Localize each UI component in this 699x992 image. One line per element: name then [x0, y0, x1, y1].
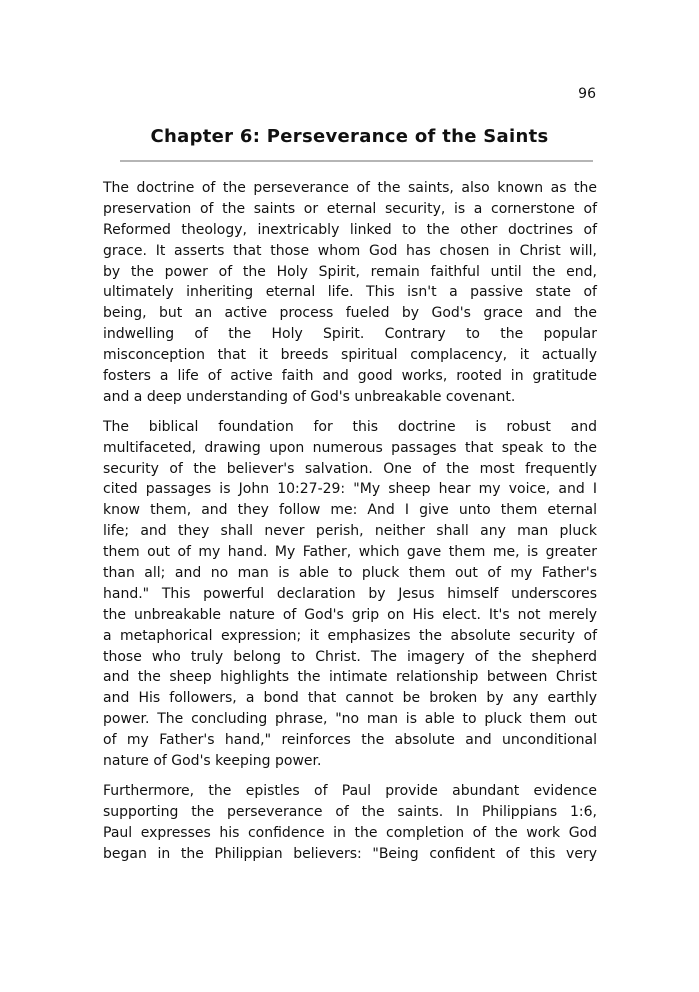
- chapter-title: Chapter 6: Perseverance of the Saints: [150, 126, 549, 147]
- paragraph: [103, 178, 597, 408]
- text-line: The biblical foundation for this doctrine is robust and: [103, 418, 597, 435]
- text-line: Furthermore, the epistles of Paul provide abundant evidence: [103, 782, 597, 799]
- text-line: indwelling of the Holy Spirit. Contrary to the popular: [103, 326, 597, 343]
- text-line: ultimately inheriting eternal life. This isn't a passive state of: [103, 284, 597, 301]
- text-line: know them, and they follow me: And I give unto them eternal: [103, 502, 597, 519]
- text-line: life; and they shall never perish, neither shall any man pluck: [103, 523, 597, 540]
- text-line: The doctrine of the perseverance of the saints, also known as the: [103, 180, 597, 196]
- text-line: preservation of the saints or eternal security, is a cornerstone of: [103, 200, 597, 217]
- paragraph: [103, 417, 597, 772]
- text-line: them out of my hand. My Father, which gave them me, is greater: [103, 544, 597, 561]
- text-line: grace. It asserts that those whom God has chosen in Christ will,: [103, 242, 597, 259]
- text-line: multifaceted, drawing upon numerous passages that speak to the: [103, 439, 597, 456]
- text-line: than all; and no man is able to pluck them out of my Father's: [103, 565, 597, 582]
- text-line: of my Father's hand," reinforces the absolute and unconditional: [103, 732, 597, 749]
- text-line: a metaphorical expression; it emphasizes the absolute security of: [103, 627, 597, 644]
- text-line: the unbreakable nature of God's grip on His elect. It's not merely: [103, 606, 597, 623]
- text-line: fosters a life of active faith and good works, rooted in gratitude: [103, 368, 597, 385]
- text-line: misconception that it breeds spiritual complacency, it actually: [103, 347, 597, 364]
- text-line: by the power of the Holy Spirit, remain faithful until the end,: [103, 263, 597, 280]
- body-text: [103, 178, 597, 874]
- text-line: being, but an active process fueled by God's grace and the: [103, 305, 597, 322]
- text-line: cited passages is John 10:27-29: "My sheep hear my voice, and I: [103, 481, 597, 498]
- text-line: and a deep understanding of God's unbreakable covenant.: [103, 388, 516, 405]
- text-line: supporting the perseverance of the saints. In Philippians 1:6,: [103, 803, 597, 820]
- text-line: security of the believer's salvation. One of the most frequently: [103, 460, 597, 477]
- paragraph: [103, 781, 597, 865]
- text-line: nature of God's keeping power.: [103, 753, 322, 770]
- text-line: those who truly belong to Christ. The imagery of the shepherd: [103, 648, 597, 665]
- title-divider: [120, 160, 593, 162]
- text-line: and the sheep highlights the intimate relationship between Christ: [103, 669, 597, 686]
- text-line: Paul expresses his confidence in the completion of the work God: [103, 824, 597, 841]
- page-number: 96: [578, 86, 596, 102]
- text-line: hand." This powerful declaration by Jesus himself underscores: [103, 585, 597, 602]
- text-line: began in the Philippian believers: "Being confident of this very: [103, 845, 597, 862]
- text-line: power. The concluding phrase, "no man is able to pluck them out: [103, 711, 597, 728]
- text-line: Reformed theology, inextricably linked to the other doctrines of: [103, 221, 597, 238]
- text-line: and His followers, a bond that cannot be broken by any earthly: [103, 690, 597, 707]
